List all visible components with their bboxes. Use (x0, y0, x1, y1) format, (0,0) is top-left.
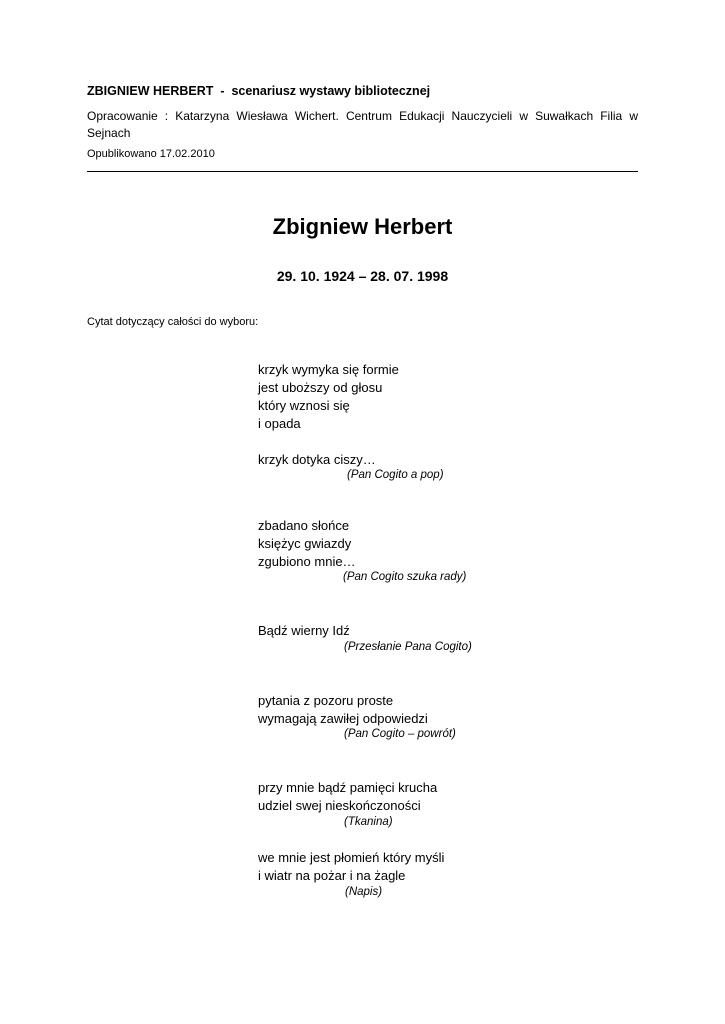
publication-date: Opublikowano 17.02.2010 (87, 148, 215, 160)
quote-line: udziel swej nieskończoności (258, 798, 421, 813)
header-divider (87, 171, 638, 172)
page-title: Zbigniew Herbert (272, 214, 453, 239)
quote-source: (Pan Cogito szuka rady) (343, 571, 467, 583)
quote-line: księżyc gwiazdy (258, 536, 352, 551)
life-dates: 29. 10. 1924 – 28. 07. 1998 (276, 268, 449, 284)
quote-line: Bądź wierny Idź (258, 623, 350, 638)
quote-source: (Napis) (345, 886, 383, 898)
quote-line: zbadano słońce (258, 518, 350, 533)
quote-line: krzyk wymyka się formie (258, 362, 399, 377)
quote-line: krzyk dotyka ciszy… (258, 452, 376, 467)
quote-line: jest uboższy od głosu (258, 380, 383, 395)
quote-line: i wiatr na pożar i na żagle (258, 868, 406, 883)
quote-line: pytania z pozoru proste (258, 693, 394, 708)
quote-source: (Przesłanie Pana Cogito) (344, 641, 472, 653)
quote-intro-label: Cytat dotyczący całości do wyboru: (87, 316, 259, 328)
author-info: Opracowanie : Katarzyna Wiesława Wichert. Centrum Edukacji Nauczycieli w Suwałkach Filia w Sejnach (87, 109, 638, 140)
quote-source: (Tkanina) (344, 816, 393, 828)
quote-line: który wznosi się (258, 398, 350, 413)
document-header-title: ZBIGNIEW HERBERT - scenariusz wystawy bibliotecznej (87, 84, 431, 98)
quote-line: przy mnie bądź pamięci krucha (258, 780, 438, 795)
quote-line: we mnie jest płomień który myśli (258, 850, 445, 865)
quote-source: (Pan Cogito a pop) (347, 469, 444, 481)
quote-line: wymagają zawiłej odpowiedzi (258, 711, 428, 726)
quote-line: i opada (258, 416, 301, 431)
quote-line: zgubiono mnie… (258, 554, 356, 569)
quote-source: (Pan Cogito – powrót) (344, 728, 456, 740)
